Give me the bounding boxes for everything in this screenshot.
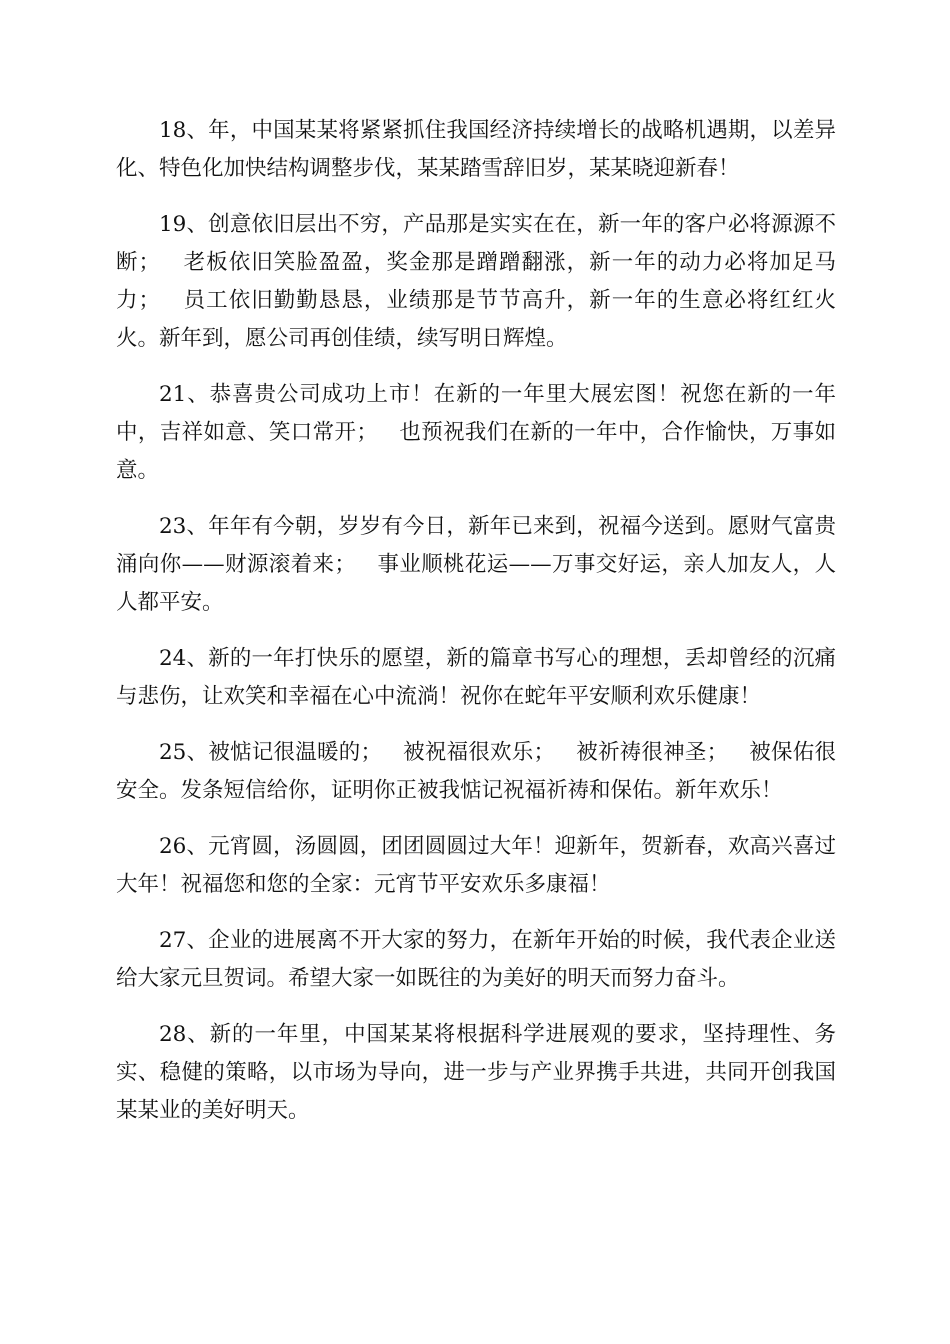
paragraph-27: 27、企业的进展离不开大家的努力，在新年开始的时候，我代表企业送给大家元旦贺词。希望大家一如既往的为美好的明天而努力奋斗。 <box>116 928 836 991</box>
paragraph-21: 21、恭喜贵公司成功上市！在新的一年里大展宏图！祝您在新的一年中，吉祥如意、笑口常开； 也预祝我们在新的一年中，合作愉快，万事如意。 <box>116 382 836 483</box>
paragraph-28: 28、新的一年里，中国某某将根据科学进展观的要求，坚持理性、务实、稳健的策略，以市场为导向，进一步与产业界携手共进，共同开创我国某某业的美好明天。 <box>116 1022 836 1123</box>
document-body <box>116 112 836 1148</box>
paragraph-18: 18、年，中国某某将紧紧抓住我国经济持续增长的战略机遇期，以差异化、特色化加快结构调整步伐，某某踏雪辞旧岁，某某晓迎新春！ <box>116 118 836 181</box>
paragraph-25: 25、被惦记很温暖的； 被祝福很欢乐； 被祈祷很神圣； 被保佑很安全。发条短信给你，证明你正被我惦记祝福祈祷和保佑。新年欢乐！ <box>116 740 836 803</box>
paragraph-24: 24、新的一年打快乐的愿望，新的篇章书写心的理想，丢却曾经的沉痛与悲伤，让欢笑和幸福在心中流淌！祝你在蛇年平安顺利欢乐健康！ <box>116 646 836 709</box>
paragraph-26: 26、元宵圆，汤圆圆，团团圆圆过大年！迎新年，贺新春，欢高兴喜过大年！祝福您和您的全家：元宵节平安欢乐多康福！ <box>116 834 836 897</box>
paragraph-19: 19、创意依旧层出不穷，产品那是实实在在，新一年的客户必将源源不断； 老板依旧笑脸盈盈，奖金那是蹭蹭翻涨，新一年的动力必将加足马力； 员工依旧勤勤恳恳，业绩那是节节高升，新一年的生意必将红红火火。新年到，愿公司再创佳绩，续写明日辉煌。 <box>116 212 836 351</box>
paragraph-23: 23、年年有今朝，岁岁有今日，新年已来到，祝福今送到。愿财气富贵涌向你——财源滚着来； 事业顺桃花运——万事交好运，亲人加友人，人人都平安。 <box>116 514 836 615</box>
